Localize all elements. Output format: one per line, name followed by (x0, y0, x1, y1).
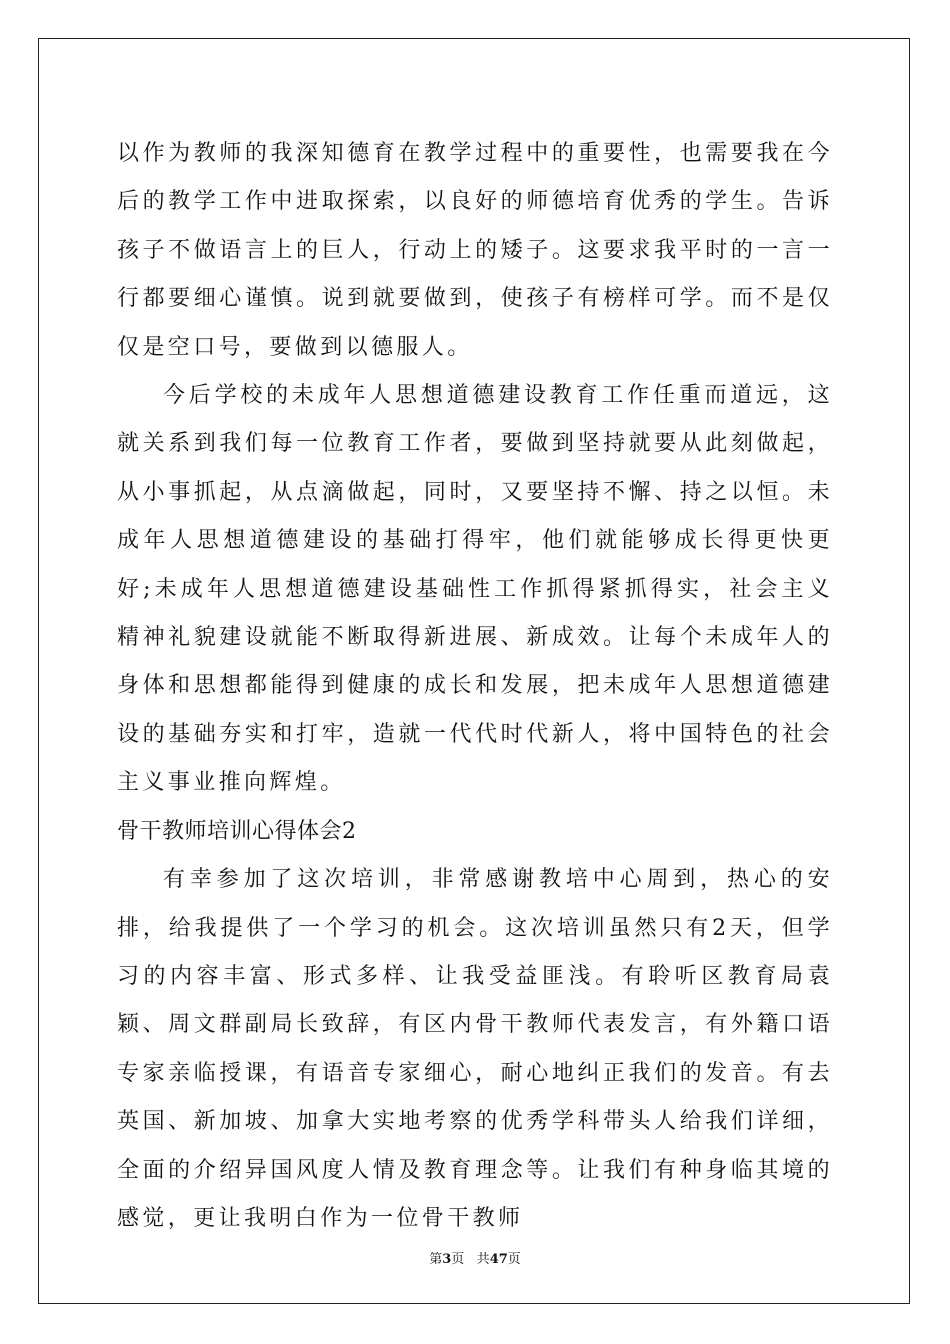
paragraph-3: 有幸参加了这次培训，非常感谢教培中心周到，热心的安排，给我提供了一个学习的机会。这次培训虽然只有2天，但学习的内容丰富、形式多样、让我受益匪浅。有聆听区教育局袁颖、周文群副局长致辞，有区内骨干教师代表发言，有外籍口语专家亲临授课，有语音专家细心，耐心地纠正我们的发音。有去英国、新加坡、加拿大实地考察的优秀学科带头人给我们详细，全面的介绍异国风度人情及教育理念等。让我们有种身临其境的感觉，更让我明白作为一位骨干教师 (117, 867, 833, 1231)
footer-total-pages: 47 (489, 1252, 508, 1267)
footer-prefix: 第 (429, 1252, 443, 1267)
section-heading: 骨干教师培训心得体会2 (117, 818, 357, 844)
paragraph-1: 以作为教师的我深知德育在教学过程中的重要性，也需要我在今后的教学工作中进取探索，以良好的师德培育优秀的学生。告诉孩子不做语言上的巨人，行动上的矮子。这要求我平时的一言一行都要细心谨慎。说到就要做到，使孩子有榜样可学。而不是仅仅是空口号，要做到以德服人。 (117, 141, 833, 360)
footer-total-suffix: 页 (507, 1252, 521, 1267)
document-body (117, 130, 833, 1243)
paragraph-2: 今后学校的未成年人思想道德建设教育工作任重而道远，这就关系到我们每一位教育工作者，要做到坚持就要从此刻做起，从小事抓起，从点滴做起，同时，又要坚持不懈、持之以恒。未成年人思想道德建设的基础打得牢，他们就能够成长得更快更好;未成年人思想道德建设基础性工作抓得紧抓得实，社会主义精神礼貌建设就能不断取得新进展、新成效。让每个未成年人的身体和思想都能得到健康的成长和发展，把未成年人思想道德建设的基础夯实和打牢，造就一代代时代新人，将中国特色的社会主义事业推向辉煌。 (117, 383, 833, 796)
footer-total-prefix: 共 (476, 1252, 490, 1267)
footer-page-suffix: 页 (451, 1252, 465, 1267)
page-footer (0, 1248, 950, 1267)
footer-page-number: 3 (442, 1252, 452, 1267)
